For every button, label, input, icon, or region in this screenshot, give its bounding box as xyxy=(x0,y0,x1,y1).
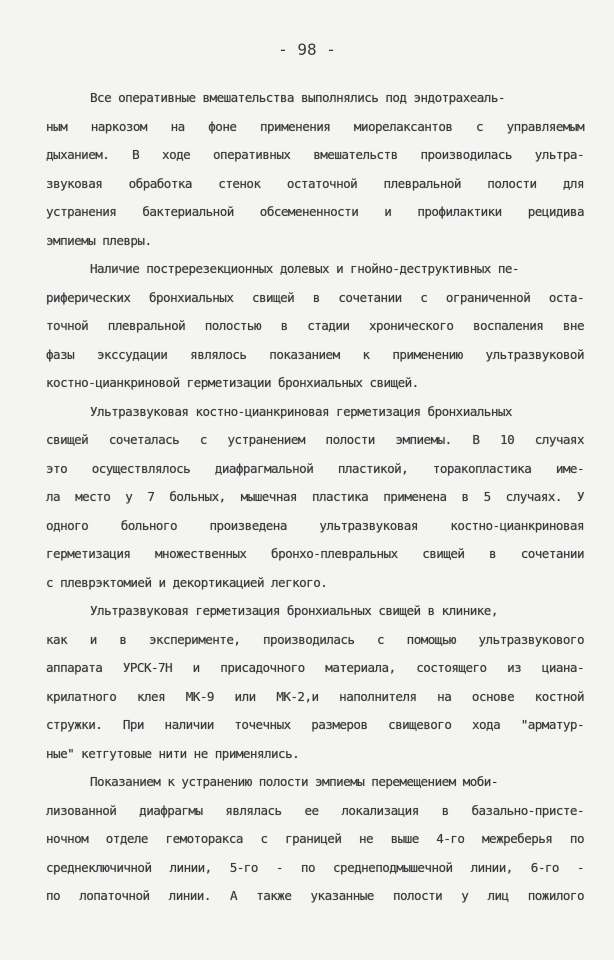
text-line: ные" кетгутовые нити не применялись. xyxy=(46,745,300,761)
text-line: стружки. При наличии точечных размеров свищевого хода "арматур- xyxy=(46,717,584,732)
text-line: дыханием. В ходе оперативных вмешательств производилась ультра- xyxy=(46,147,584,162)
text-line: Наличие постререзекционных долевых и гнойно-деструктивных пе- xyxy=(90,261,519,276)
text-line: ла место у 7 больных, мышечная пластика применена в 5 случаях. У xyxy=(46,489,584,504)
text-line: эмпиемы плевры. xyxy=(46,232,152,248)
text-line: устранения бактериальной обсемененности и профилактики рецидива xyxy=(46,204,584,219)
text-line: звуковая обработка стенок остаточной плевральной полости для xyxy=(46,175,584,191)
text-line: Все оперативные вмешательства выполнялись под эндотрахеаль- xyxy=(90,90,505,105)
text-line: ным наркозом на фоне применения миорелаксантов с управляемым xyxy=(46,118,584,134)
text-line: свищей сочеталась с устранением полости эмпиемы. В 10 случаях xyxy=(46,432,584,447)
text-line: ночном отделе гемоторакса с границей не выше 4-го межреберья по xyxy=(46,831,584,846)
text-line: фазы экссудации являлось показанием к применению ультразвуковой xyxy=(46,346,584,362)
text-line: крилатного клея МК-9 или МК-2,и наполнителя на основе костной xyxy=(46,688,584,704)
text-line: Ультразвуковая костно-цианкриновая герметизация бронхиальных xyxy=(90,403,512,419)
text-line: аппарата УРСК-7Н и присадочного материала, состоящего из циана- xyxy=(46,660,584,675)
text-line: Ультразвуковая герметизация бронхиальных свищей в клинике, xyxy=(90,603,498,618)
text-line: это осуществлялось диафрагмальной пластикой, торакопластика име- xyxy=(46,460,584,476)
text-line: как и в эксперименте, производилась с помощью ультразвукового xyxy=(46,631,584,647)
text-line: по лопаточной линии. А также указанные полости у лиц пожилого xyxy=(46,888,584,903)
body-text xyxy=(46,84,584,911)
text-line: одного больного произведена ультразвуковая костно-цианкриновая xyxy=(46,517,584,533)
text-line: костно-цианкриновой герметизации бронхиальных свищей. xyxy=(46,375,419,390)
text-line: с плеврэктомией и декортикацией легкого. xyxy=(46,574,328,590)
page-number: - 98 - xyxy=(278,40,336,59)
text-line: среднеключичной линии, 5-го - по среднеподмышечной линии, 6-го - xyxy=(46,859,584,875)
text-line: точной плевральной полостью в стадии хронического воспаления вне xyxy=(46,318,584,333)
text-line: риферических бронхиальных свищей в сочетании с ограниченной оста- xyxy=(46,289,584,305)
text-line: Показанием к устранению полости эмпиемы перемещением моби- xyxy=(90,774,498,789)
text-line: герметизация множественных бронхо-плевральных свищей в сочетании xyxy=(46,546,584,561)
text-line: лизованной диафрагмы являлась ее локализация в базально-присте- xyxy=(46,802,584,818)
